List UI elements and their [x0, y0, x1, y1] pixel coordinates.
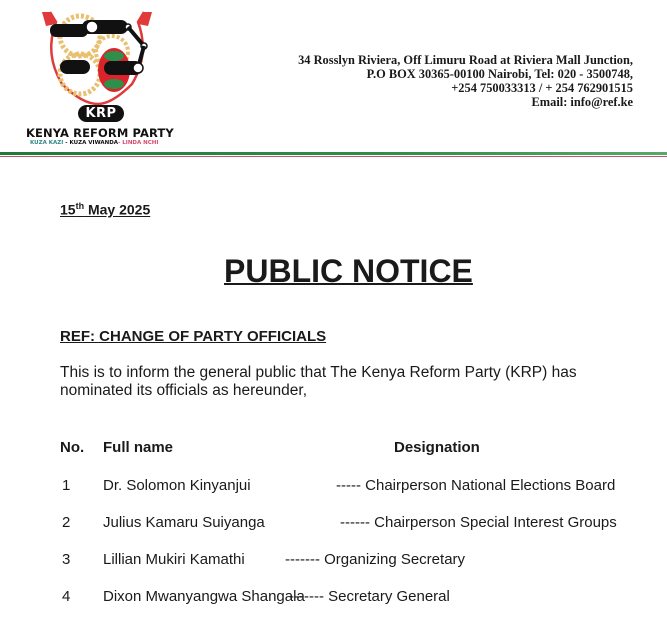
date-month-year: May 2025	[84, 201, 151, 218]
official-name: Dixon Mwanyangwa Shangala	[103, 588, 305, 605]
column-header-designation: Designation	[394, 439, 480, 456]
official-designation: ------ Chairperson Special Interest Groups	[340, 514, 617, 531]
table-row	[0, 514, 667, 534]
notice-title: PUBLIC NOTICE	[224, 253, 473, 289]
notice-reference: REF: CHANGE OF PARTY OFFICIALS	[60, 328, 327, 345]
table-row	[0, 551, 667, 571]
party-name: KENYA REFORM PARTY	[26, 126, 174, 140]
address-block	[298, 53, 633, 109]
slogan-part-1: KUZA KAZI	[30, 140, 64, 146]
row-number: 1	[62, 477, 71, 494]
table-row	[0, 477, 667, 497]
slogan-part-3: LINDA NCHI	[122, 140, 159, 146]
row-number: 2	[62, 514, 71, 531]
notice-date	[60, 201, 150, 218]
address-line-email: Email: info@ref.ke	[531, 95, 633, 109]
party-logo	[22, 4, 172, 144]
krp-badge: KRP	[78, 105, 124, 122]
party-slogan	[30, 140, 158, 146]
row-number: 3	[62, 551, 71, 568]
letterhead-divider-red	[0, 156, 667, 157]
column-header-no: No.	[60, 439, 85, 456]
table-row	[0, 588, 667, 608]
address-line-street: 34 Rosslyn Riviera, Off Limuru Road at Riviera Mall Junction,	[298, 53, 633, 67]
krp-emblem-icon	[32, 4, 162, 109]
address-line-phones: +254 750033313 / + 254 762901515	[451, 81, 633, 95]
column-header-name: Full name	[103, 439, 174, 456]
date-suffix: th	[75, 201, 85, 211]
official-designation: ----- Chairperson National Elections Board	[336, 477, 616, 494]
address-line-po-box: P.O BOX 30365-00100 Nairobi, Tel: 020 - 3500748,	[366, 67, 633, 81]
row-number: 4	[62, 588, 71, 605]
slogan-part-2: KUZA VIWANDA	[69, 140, 119, 146]
slogan-separator-1: -	[63, 140, 70, 146]
official-name: Dr. Solomon Kinyanjui	[103, 477, 251, 494]
official-name: Lillian Mukiri Kamathi	[103, 551, 245, 568]
date-day: 15	[60, 201, 76, 218]
letterhead-divider-green	[0, 152, 667, 155]
official-name: Julius Kamaru Suiyanga	[103, 514, 265, 531]
official-designation: ------- Organizing Secretary	[285, 551, 466, 568]
notice-intro: This is to inform the general public that The Kenya Reform Party (KRP) has nominated its officials as hereunder,	[60, 364, 577, 399]
slogan-separator-2: -	[118, 140, 123, 146]
official-designation: ------- Secretary General	[289, 588, 450, 605]
